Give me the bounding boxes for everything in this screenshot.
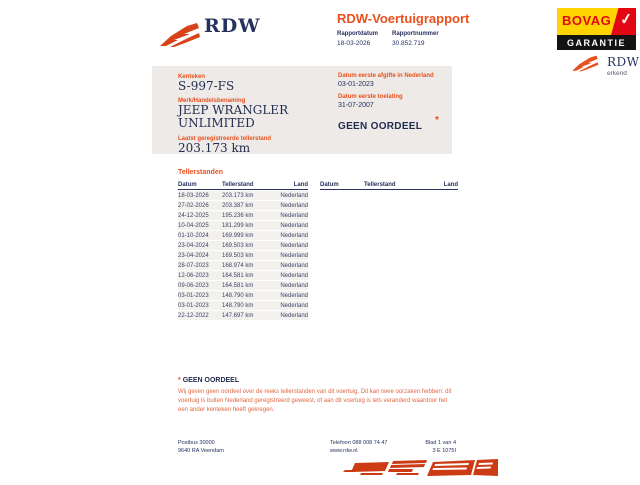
table-cell: Nederland [280,272,308,279]
table-cell: 18-03-2026 [178,192,209,199]
rdw-erkend-wing-icon [570,55,602,72]
column-header-tellerstand: Tellerstand [222,181,254,188]
verdict-asterisk: * [178,377,181,384]
table-cell: 181.299 km [222,222,254,229]
table-cell: 169.999 km [222,232,254,239]
toelating-label: Datum eerste toelating [338,94,403,100]
rdw-logo-wordmark: RDW [204,15,261,37]
table-row [178,211,308,220]
rdw-erkend-sub: erkend [607,70,627,77]
afgifte-value: 03-01-2023 [338,81,374,88]
oordeel-status: GEEN OORDEEL [338,121,423,132]
page-title: RDW-Voertuigrapport [337,11,470,26]
report-date-group [337,31,378,47]
table-cell: 147.697 km [222,312,254,319]
table-cell: 148.790 km [222,302,254,309]
footer-form-code: 3 E 1075I [432,448,456,454]
footer-address-line1: Postbus 30000 [178,440,215,446]
table-cell: Nederland [280,232,308,239]
table-cell: 203.173 km [222,192,254,199]
table-cell: Nederland [280,262,308,269]
afgifte-label: Datum eerste afgifte in Nederland [338,73,434,79]
column-header-land: Land [293,181,308,188]
report-number-value: 30.852.719 [392,40,425,47]
table-cell: 01-10-2024 [178,232,209,239]
table-cell: 23-04-2024 [178,242,209,249]
table-cell: 164.581 km [222,272,254,279]
table-cell: Nederland [280,202,308,209]
table-cell: Nederland [280,312,308,319]
merk-value-line2: UNLIMITED [178,116,255,130]
merk-value-line1: JEEP WRANGLER [178,103,289,117]
tellerstand-label: Laatst geregistreerde tellerstand [178,136,272,142]
table-row [178,291,308,300]
checkmark-icon: ✓ [619,10,635,29]
table-cell: Nederland [280,282,308,289]
report-number-group [392,31,439,47]
report-number-label: Rapportnummer [392,31,439,37]
bovag-garantie-label: GARANTIE [557,35,636,50]
table-cell: Nederland [280,222,308,229]
table-cell: 148.790 km [222,292,254,299]
footer-phone: Telefoon 088 008 74 47 [330,440,388,446]
table-cell: 195.236 km [222,212,254,219]
kenteken-value: S-997-FS [178,79,235,93]
decorative-wing-graphics-icon [343,458,498,485]
footer-address-line2: 9640 RA Veendam [178,448,224,454]
table-row [178,191,308,200]
footer-contact [330,439,425,455]
table-row [178,311,308,320]
table-row [178,261,308,270]
table-cell: 24-12-2025 [178,212,209,219]
table-cell: 169.503 km [222,252,254,259]
bovag-wordmark: BOVAG [562,13,612,28]
table-cell: 28-07-2023 [178,262,209,269]
table-cell: Nederland [280,292,308,299]
table-header-row [320,180,458,190]
table-cell: 10-04-2025 [178,222,209,229]
table-row [178,251,308,260]
table-header-row [178,180,308,190]
table-cell: 03-01-2023 [178,292,209,299]
tellerstand-value: 203.173 km [178,141,251,155]
table-cell: Nederland [280,252,308,259]
table-row [178,301,308,310]
bovag-badge-top [557,8,636,35]
table-cell: 12-06-2023 [178,272,209,279]
verdict-heading [178,377,239,384]
table-row [178,231,308,240]
column-header-datum: Datum [320,181,339,188]
footer-page-number: Blad 1 van 4 [425,440,456,446]
kenteken-label: Kenteken [178,74,206,80]
table-row [178,271,308,280]
table-cell: Nederland [280,302,308,309]
column-header-tellerstand: Tellerstand [364,181,396,188]
page-footer [178,439,456,455]
table-cell: 27-02-2026 [178,202,209,209]
table-cell: 03-01-2023 [178,302,209,309]
column-header-land: Land [443,181,458,188]
table-cell: 168.974 km [222,262,254,269]
table-cell: 203.387 km [222,202,254,209]
rdw-erkend-text [607,55,640,77]
vehicle-summary-right [338,73,434,132]
table-cell: 169.503 km [222,242,254,249]
table-cell: 22-12-2022 [178,312,209,319]
table-cell: 09-06-2023 [178,282,209,289]
rdw-wing-logo-icon [160,22,202,53]
table-row [178,201,308,210]
vehicle-summary-box [152,66,452,154]
footer-address [178,439,330,455]
vehicle-summary-left [178,74,288,155]
oordeel-asterisk: * [435,115,439,126]
report-date-label: Rapportdatum [337,31,378,37]
table-row [178,241,308,250]
table-cell: 164.581 km [222,282,254,289]
bovag-garantie-badge [557,8,636,50]
tellerstanden-table-body [178,191,308,320]
verdict-body-text: Wij geven geen oordeel over de reeks tellerstanden van dit voertuig. Dit kan twee oorzaken hebben: dit voertuig is buiten Nederland geregistreerd geweest, of aan dit voertuig is iets veranderd waardoor het een ander kenteken heeft gekregen. [178,389,452,413]
table-cell: Nederland [280,212,308,219]
table-row [178,221,308,230]
report-date-value: 18-03-2026 [337,40,371,47]
table-cell: Nederland [280,192,308,199]
table-row [178,281,308,290]
tellerstanden-table-left [178,180,308,320]
tellerstanden-table-right [320,180,458,190]
table-cell: 23-04-2024 [178,252,209,259]
report-meta [337,31,439,47]
verdict-heading-text: GEEN OORDEEL [182,377,240,384]
rdw-erkend-brand: RDW [607,55,640,69]
table-cell: Nederland [280,242,308,249]
rdw-erkend-badge [570,55,640,77]
tellerstanden-title: Tellerstanden [178,169,223,176]
footer-page-info [425,439,456,455]
footer-website: www.rdw.nl [330,448,358,454]
column-header-datum: Datum [178,181,197,188]
toelating-value: 31-07-2007 [338,102,374,109]
merk-label: Merk/Handelsbenaming [178,98,246,104]
